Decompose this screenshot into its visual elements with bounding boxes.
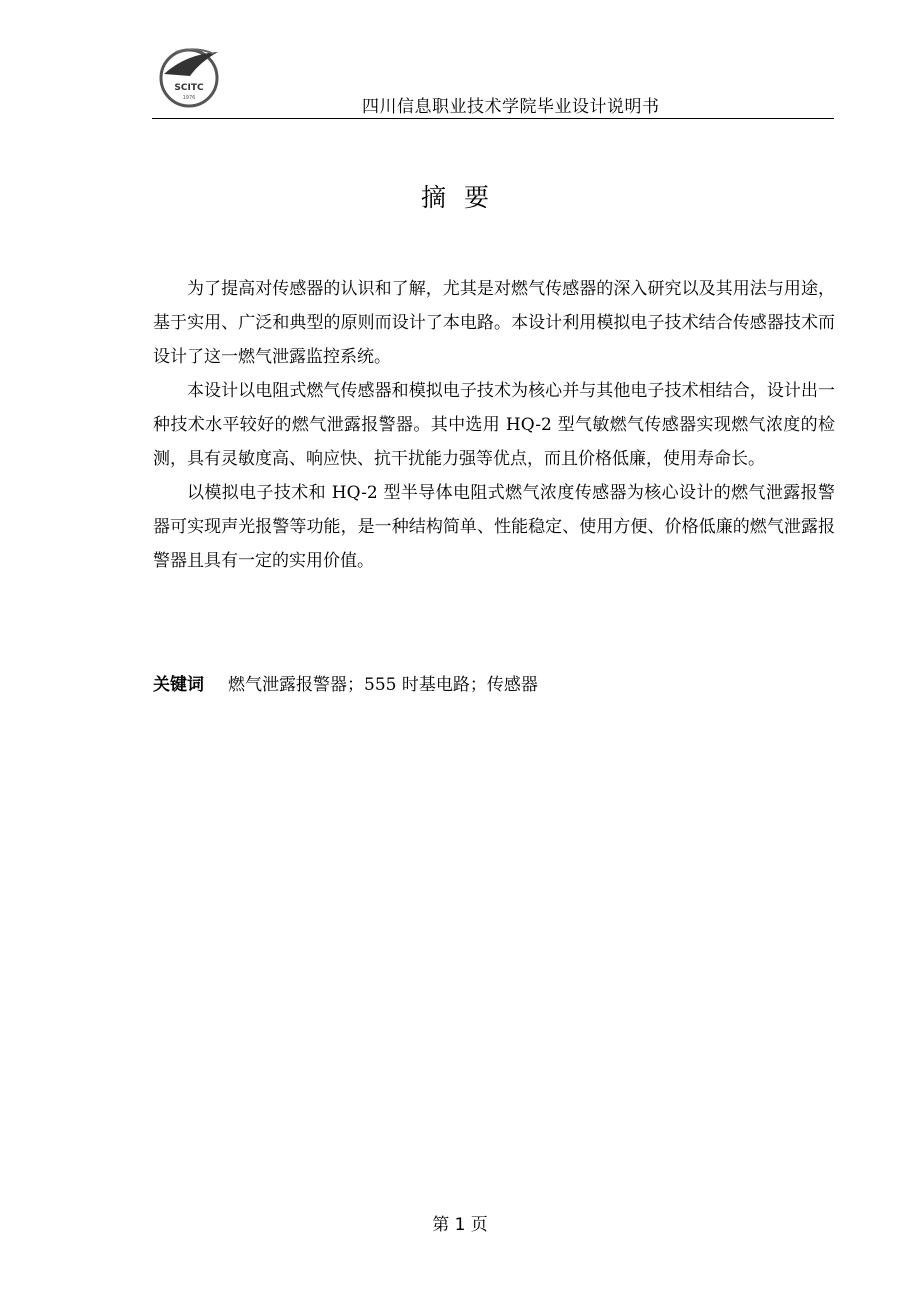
abstract-paragraph-1: 为了提高对传感器的认识和了解，尤其是对燃气传感器的深入研究以及其用法与用途，基于实用、广泛和典型的原则而设计了本电路。本设计利用模拟电子技术结合传感器技术而设计了这一燃气泄露监控系统。 xyxy=(153,279,835,367)
school-logo-icon xyxy=(156,44,224,110)
keywords-value: 燃气泄露报警器；555 时基电路；传感器 xyxy=(228,675,538,695)
school-logo xyxy=(156,44,224,110)
logo-year: 1976 xyxy=(182,95,196,101)
abstract-paragraph-3: 以模拟电子技术和 HQ-2 型半导体电阻式燃气浓度传感器为核心设计的燃气泄露报警器可实现声光报警等功能，是一种结构简单、性能稳定、使用方便、价格低廉的燃气泄露报警器且具有一定的实用价值。 xyxy=(153,483,835,571)
page-number: 第 1 页 xyxy=(432,1215,488,1235)
keywords-label: 关键词 xyxy=(153,675,204,695)
abstract-body xyxy=(153,272,835,578)
abstract-title: 摘要 xyxy=(420,183,507,212)
logo-text: SCITC xyxy=(174,83,204,93)
header-divider xyxy=(152,118,834,119)
header-title: 四川信息职业技术学院毕业设计说明书 xyxy=(362,97,660,117)
abstract-paragraph-2: 本设计以电阻式燃气传感器和模拟电子技术为核心并与其他电子技术相结合，设计出一种技术水平较好的燃气泄露报警器。其中选用 HQ-2 型气敏燃气传感器实现燃气浓度的检测，具有灵敏度高、响应快、抗干扰能力强等优点，而且价格低廉，使用寿命长。 xyxy=(153,381,835,469)
keywords-line xyxy=(153,668,835,702)
